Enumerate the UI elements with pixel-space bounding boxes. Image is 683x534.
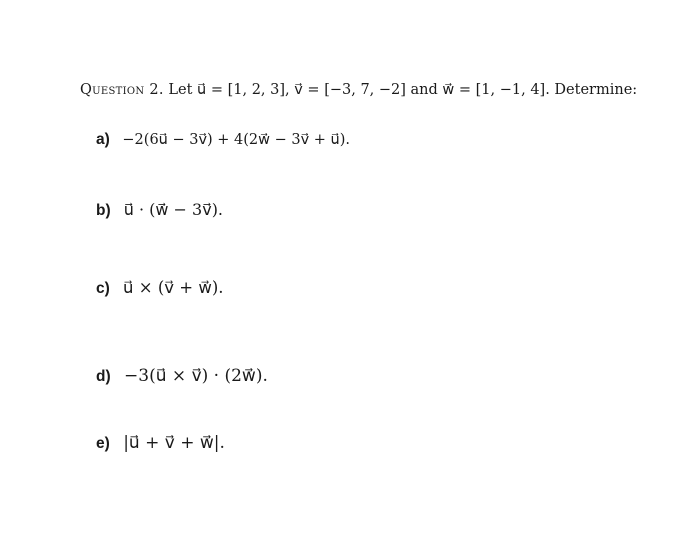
part-expression: |u⃗ + v⃗ + w⃗|.	[123, 433, 225, 453]
part-expression: −3(u⃗ × v⃗) · (2w⃗).	[124, 366, 268, 386]
question-text: Let u⃗ = [1, 2, 3], v⃗ = [−3, 7, −2] and w⃗ = [1, −1, 4]. Determine:	[168, 82, 638, 98]
part-label: a)	[96, 131, 110, 148]
part-expression: −2(6u⃗ − 3v⃗) + 4(2w⃗ − 3v⃗ + u⃗).	[122, 132, 351, 148]
part-expression: u⃗ × (v⃗ + w⃗).	[123, 278, 224, 297]
question-statement	[80, 82, 637, 98]
part-label: b)	[96, 202, 111, 219]
part-label: e)	[96, 435, 110, 452]
part-c	[96, 278, 224, 298]
part-expression: u⃗ · (w⃗ − 3v⃗).	[123, 200, 224, 219]
part-d	[96, 366, 268, 386]
question-label: Question 2.	[80, 82, 164, 98]
part-label: d)	[96, 368, 111, 385]
part-a	[96, 131, 350, 149]
part-e	[96, 433, 225, 453]
part-label: c)	[96, 280, 110, 297]
part-b	[96, 200, 223, 220]
